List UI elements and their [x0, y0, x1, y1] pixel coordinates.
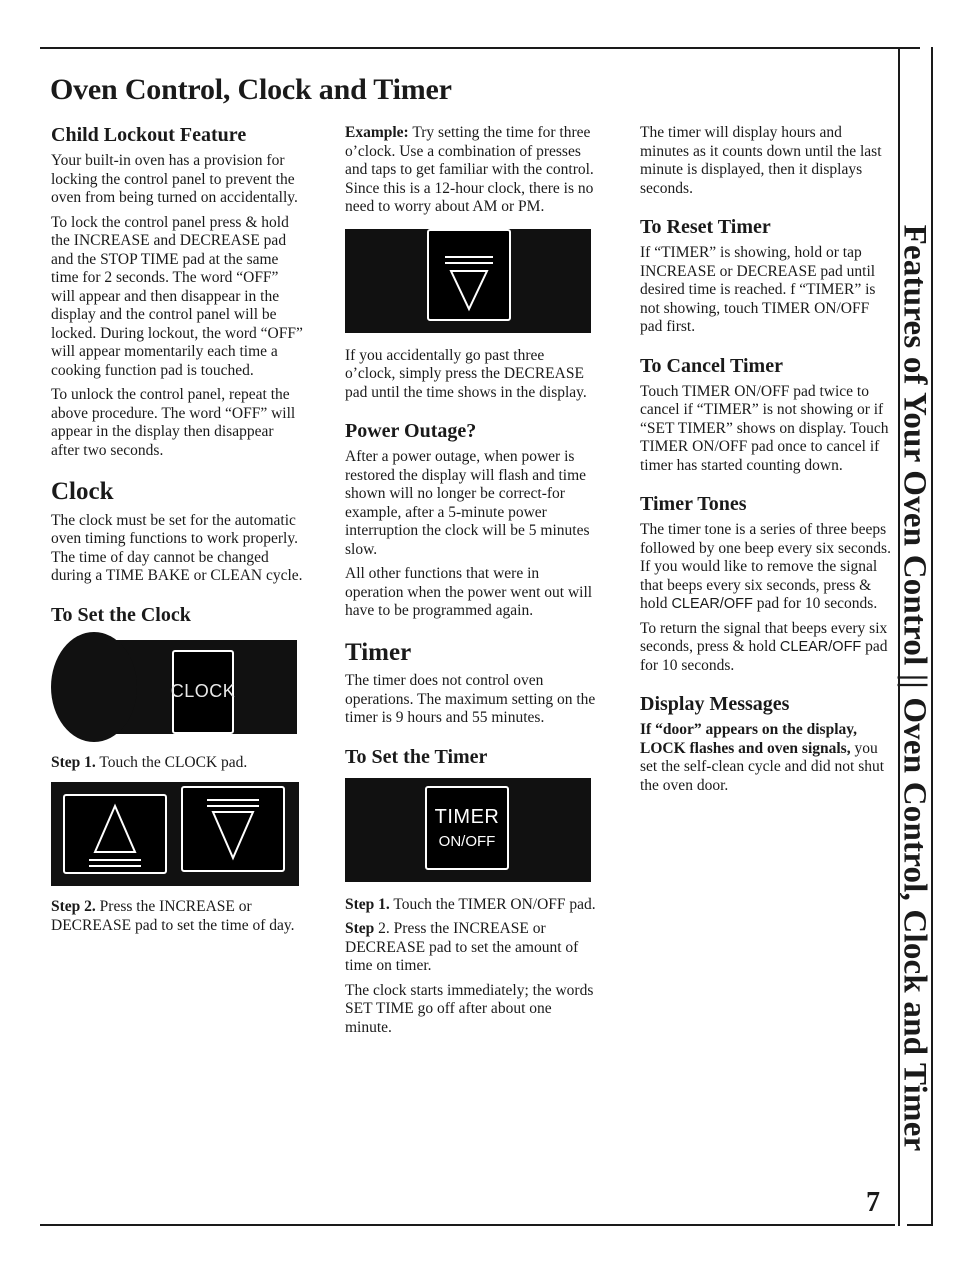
power-outage-p1: After a power outage, when power is restored the display will flash and time shown will no longer be correct-for example, after a 5-minute power interruption the clock will be 5 minutes slow.	[345, 448, 590, 558]
column-1	[51, 124, 303, 941]
clear-off-key-2: CLEAR/OFF	[779, 639, 862, 655]
clock-pad-button[interactable]	[172, 650, 234, 734]
timer-pad-sublabel: ON/OFF	[438, 832, 496, 850]
set-clock-heading: To Set the Clock	[51, 603, 191, 626]
timer-tones-p2	[640, 620, 892, 676]
past-three-paragraph: If you accidentally go past three o’clock, simply press the DECREASE pad until the time shows in the display.	[345, 346, 587, 401]
clock-pad-label: CLOCK	[170, 681, 236, 701]
timer-tones-heading: Timer Tones	[640, 493, 747, 515]
decrease-example-icon	[429, 231, 509, 319]
power-outage-heading: Power Outage?	[345, 420, 477, 442]
set-clock-step-2	[51, 898, 303, 935]
decrease-pad-button[interactable]	[181, 786, 285, 872]
power-outage-p2: All other functions that were in operation when the power went out will have to be programmed again.	[345, 565, 593, 619]
cancel-timer-text: Touch TIMER ON/OFF pad twice to cancel if “TIMER” is not showing or if “SET TIMER” shows on display. Touch TIMER ON/OFF pad once to cancel if timer has started counting down.	[640, 382, 889, 474]
set-timer-note: The clock starts immediately; the words SET TIME go off after about one minute.	[345, 981, 594, 1036]
step-1-label: Step 1.	[51, 753, 96, 771]
finger-icon	[51, 632, 137, 742]
tones-p1-text: The timer tone is a series of three beeps followed by one beep every six seconds. If you would like to remove the signal that beeps every six seconds, press & hold	[640, 521, 891, 612]
increase-pad-button[interactable]	[63, 794, 167, 874]
timer-tones-p1	[640, 521, 892, 614]
child-lockout-lock-instructions: To lock the control panel press & hold the INCREASE and DECREASE pad and the STOP TIME pad at the same time for 2 seconds. The word “OFF” will appear and then disappear in the display and the control panel will be locked. During lockout, the word “OFF” will appear momentarily each time a cooking function pad is touched.	[51, 213, 303, 379]
tones-p2-end: pad for 10 seconds.	[640, 638, 888, 674]
tones-p2-text: To return the signal that beeps every six seconds, press & hold	[640, 619, 888, 655]
timer-step-1-label: Step 1.	[345, 895, 390, 913]
example-paragraph	[345, 124, 597, 217]
top-rule	[40, 47, 920, 49]
display-messages-text	[640, 721, 892, 795]
decrease-pad-illustration	[345, 229, 591, 333]
tones-p1-end: pad for 10 seconds.	[756, 595, 878, 612]
clock-pad-illustration	[51, 632, 297, 742]
page-title: Oven Control, Clock and Timer	[50, 73, 452, 106]
display-messages-rest: you set the self-clean cycle and did not shut the oven door.	[640, 739, 885, 794]
increase-decrease-pads-illustration	[51, 782, 299, 886]
clock-heading: Clock	[51, 478, 114, 505]
timer-pad-label: TIMER	[434, 805, 500, 828]
page-number: 7	[866, 1187, 880, 1218]
clock-description: The clock must be set for the automatic oven timing functions to work properly. The time of day cannot be changed during a TIME BAKE or CLEAN cycle.	[51, 511, 303, 584]
timer-pad-illustration	[345, 778, 591, 882]
step-2-text: Press the INCREASE or DECREASE pad to set the time of day.	[51, 898, 295, 934]
timer-heading: Timer	[345, 638, 412, 666]
display-messages-bold: If “door” appears on the display, LOCK flashes and oven signals,	[640, 721, 858, 757]
step-1-text: Touch the CLOCK pad.	[99, 753, 248, 771]
reset-timer-text: If “TIMER” is showing, hold or tap INCREASE or DECREASE pad until desired time is reached. f “TIMER” is not showing, touch TIMER ON/OFF pad first.	[640, 244, 876, 335]
timer-display-intro: The timer will display hours and minutes as it counts down until the last minute is displayed, then it displays seconds.	[640, 124, 882, 197]
reset-timer-heading: To Reset Timer	[640, 216, 771, 238]
column-3	[640, 124, 892, 801]
set-timer-step-2	[345, 920, 597, 976]
set-clock-step-1	[51, 754, 303, 773]
child-lockout-heading: Child Lockout Feature	[51, 124, 247, 146]
timer-step-2-text: 2. Press the INCREASE or DECREASE pad to set the amount of time on timer.	[345, 920, 579, 974]
increase-triangle-icon	[65, 796, 165, 872]
timer-step-2-label: Step	[345, 920, 375, 937]
sidebar-section-title: Features of Your Oven Control || Oven Control, Clock and Timer	[896, 224, 933, 1152]
child-lockout-intro: Your built-in oven has a provision for locking the control panel to prevent the oven from being turned on accidentally.	[51, 152, 298, 206]
example-text: Try setting the time for three o’clock. Use a combination of presses and taps to get familiar with the control. Since this is a 12-hour clock, there is no need to worry about AM or PM.	[345, 124, 594, 215]
bottom-rule	[40, 1224, 895, 1226]
example-label: Example:	[345, 124, 409, 141]
child-lockout-unlock-instructions: To unlock the control panel, repeat the above procedure. The word “OFF” will appear in the display then disappear after two seconds.	[51, 386, 296, 459]
decrease-triangle-icon	[183, 788, 283, 870]
step-2-label: Step 2.	[51, 898, 96, 915]
timer-step-1-text: Touch the TIMER ON/OFF pad.	[393, 895, 596, 913]
footer-tab-mark	[907, 1224, 933, 1226]
timer-description: The timer does not control oven operations. The maximum setting on the timer is 9 hours and 55 minutes.	[345, 672, 596, 726]
cancel-timer-heading: To Cancel Timer	[640, 354, 783, 377]
clear-off-key-1: CLEAR/OFF	[671, 596, 753, 612]
timer-onoff-pad-button[interactable]	[425, 786, 509, 870]
set-timer-heading: To Set the Timer	[345, 745, 488, 768]
column-2	[345, 124, 597, 1043]
set-timer-step-1	[345, 896, 597, 915]
display-messages-heading: Display Messages	[640, 693, 790, 715]
decrease-pad-example-button[interactable]	[427, 229, 511, 321]
